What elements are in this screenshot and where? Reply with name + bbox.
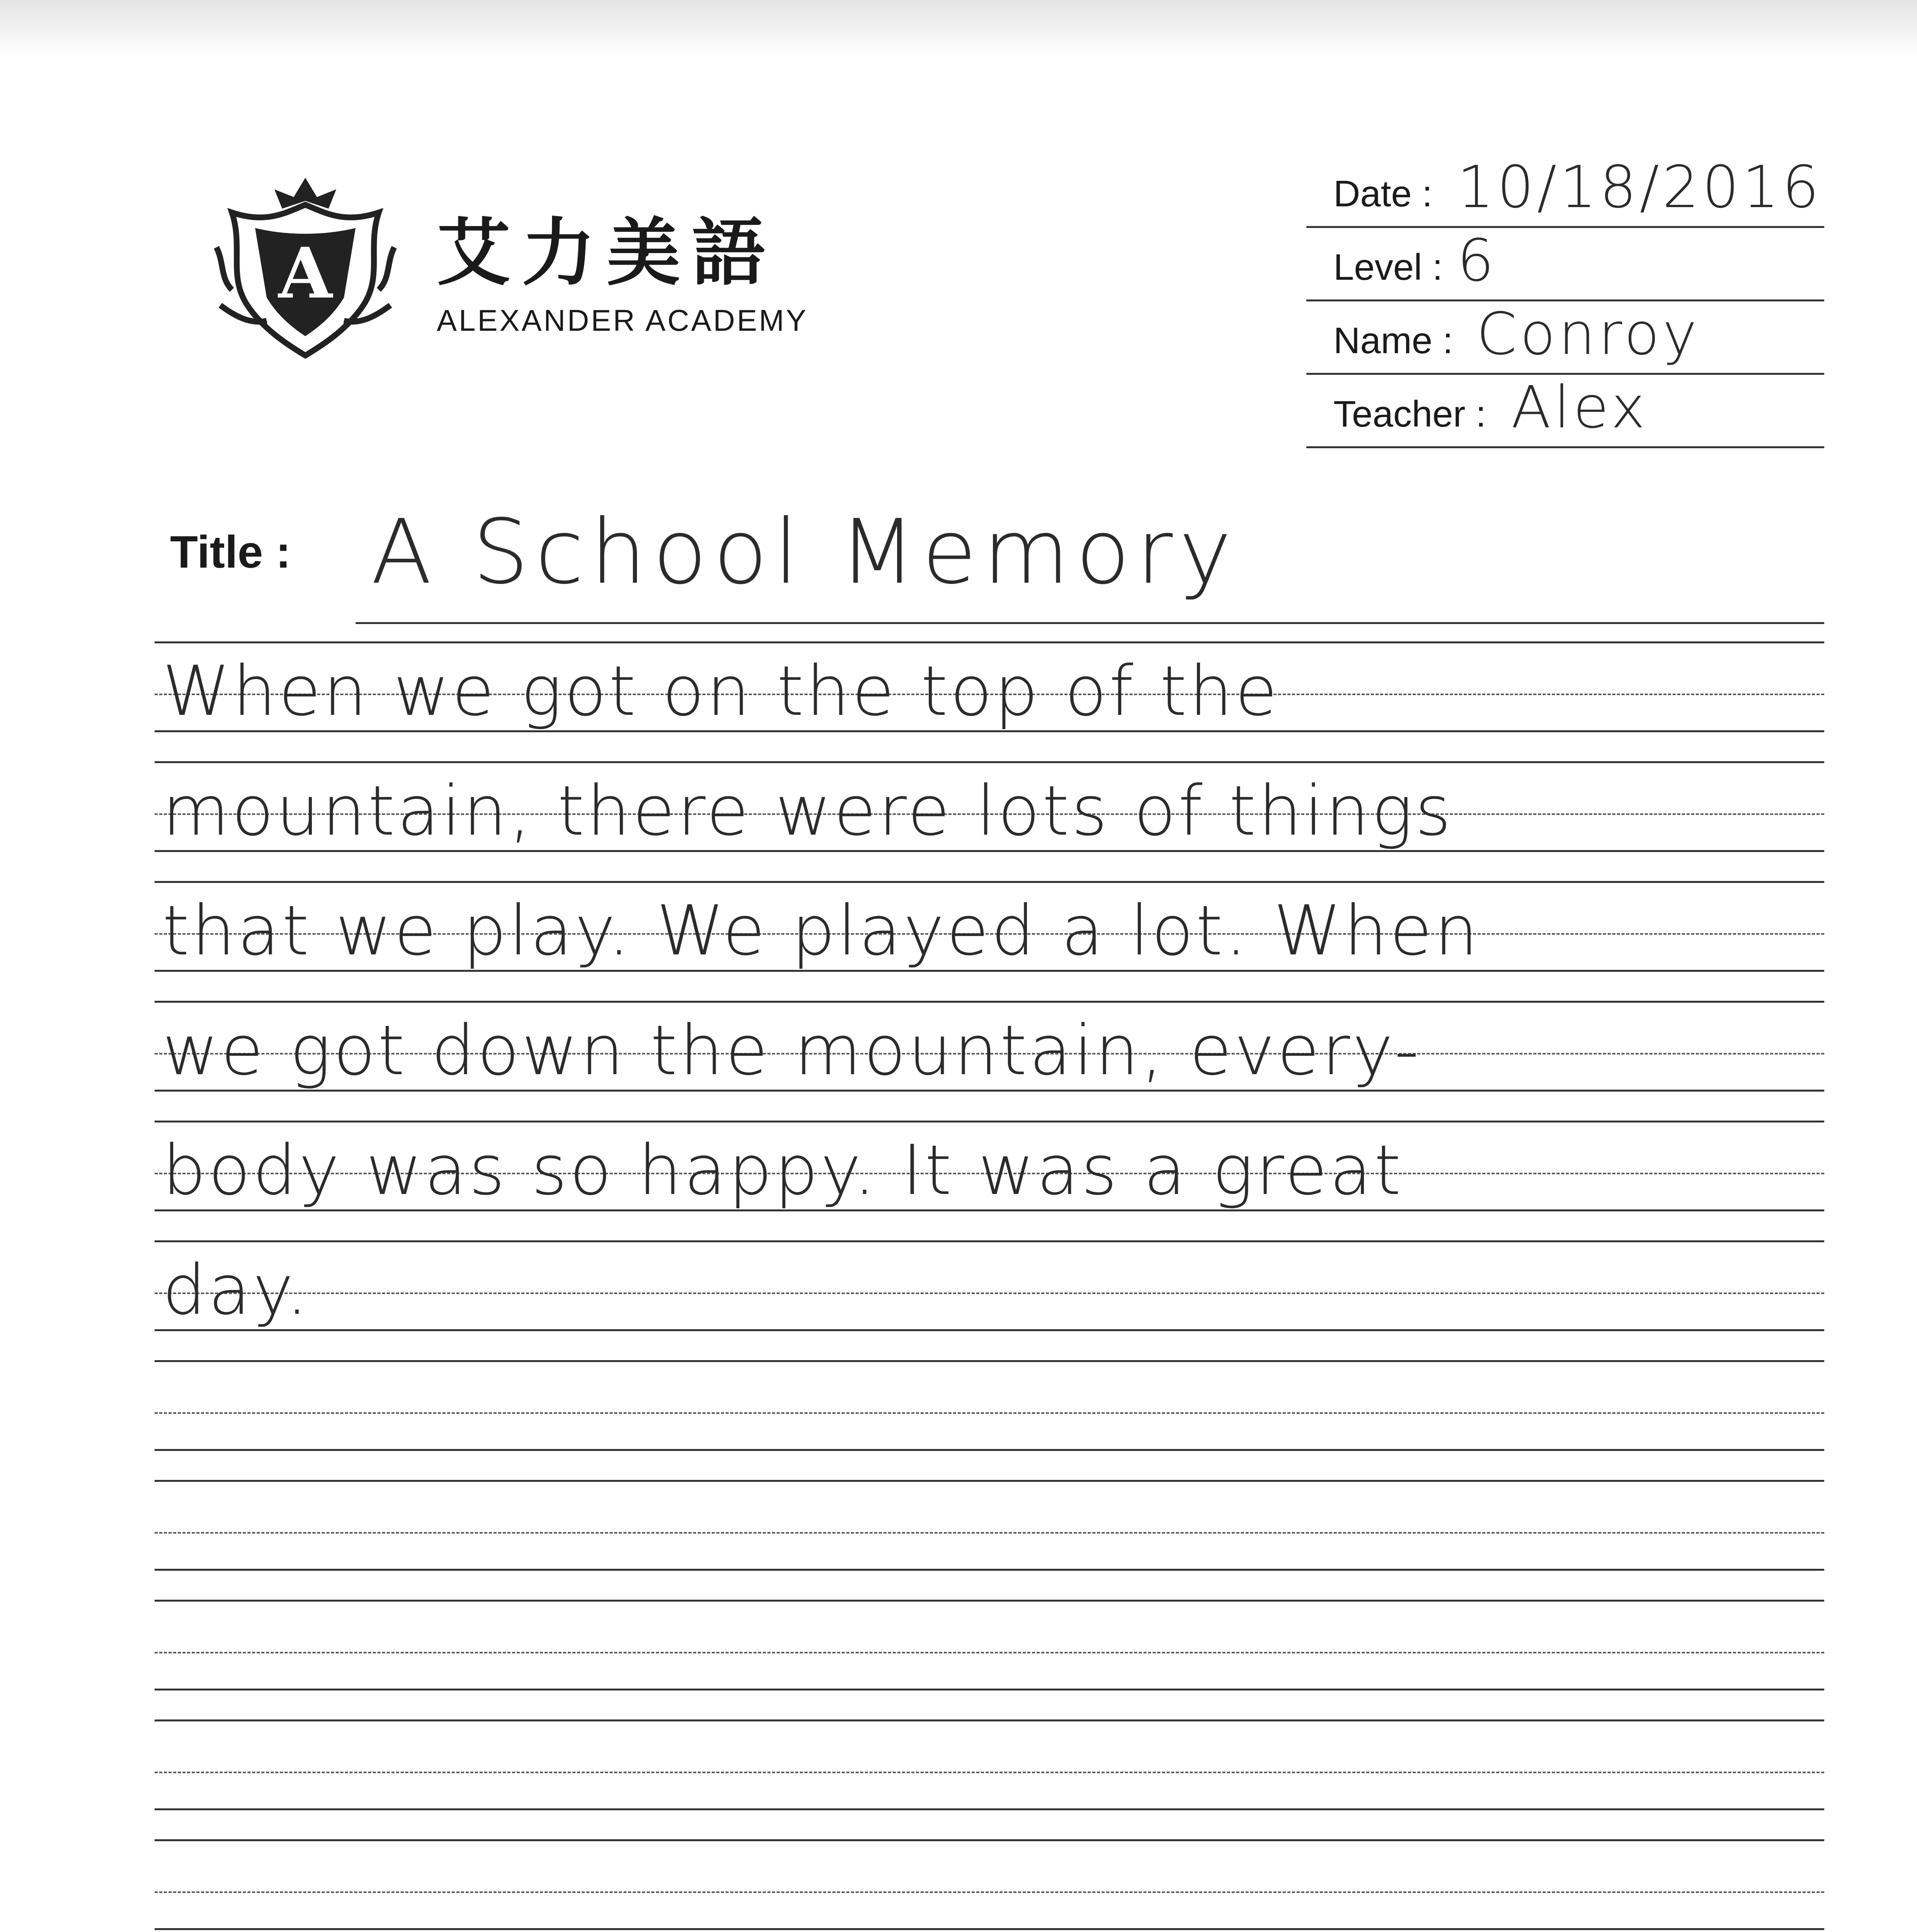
ruled-line (155, 1719, 1824, 1839)
teacher-label: Teacher : (1333, 393, 1486, 435)
date-value: 10/18/2016 (1457, 154, 1822, 221)
ruled-line (155, 1480, 1824, 1600)
svg-text:A: A (278, 233, 332, 314)
name-value: Conroy (1476, 301, 1700, 368)
essay-line: mountain, there were lots of things (162, 771, 1454, 851)
date-label: Date : (1333, 173, 1433, 214)
academy-crest-logo (209, 170, 402, 363)
school-name-english: ALEXANDER ACADEMY (437, 303, 808, 337)
date-field (1306, 155, 1824, 228)
essay-line: we got down the mountain, every- (162, 1010, 1422, 1090)
level-value: 6 (1457, 227, 1497, 294)
name-label: Name : (1333, 320, 1453, 361)
essay-line: that we play. We played a lot. When (162, 891, 1481, 971)
ruled-line (155, 1600, 1824, 1719)
essay-line: When we got on the top of the (162, 651, 1280, 731)
school-name-chinese: 艾力美語 (437, 210, 777, 296)
level-field (1306, 228, 1824, 301)
name-field (1306, 301, 1824, 375)
title-label: Title : (170, 527, 291, 578)
scan-edge (0, 0, 1917, 58)
title-rule (356, 622, 1824, 624)
essay-line: body was so happy. It was a great (162, 1130, 1403, 1210)
essay-line: day. (162, 1250, 310, 1330)
teacher-value: Alex (1511, 374, 1648, 441)
level-label: Level : (1333, 247, 1443, 288)
ruled-line (155, 1839, 1824, 1932)
title-value: A School Memory (371, 501, 1238, 604)
ruled-line (155, 1360, 1824, 1480)
ruled-line (155, 1240, 1824, 1360)
teacher-field (1306, 375, 1824, 448)
